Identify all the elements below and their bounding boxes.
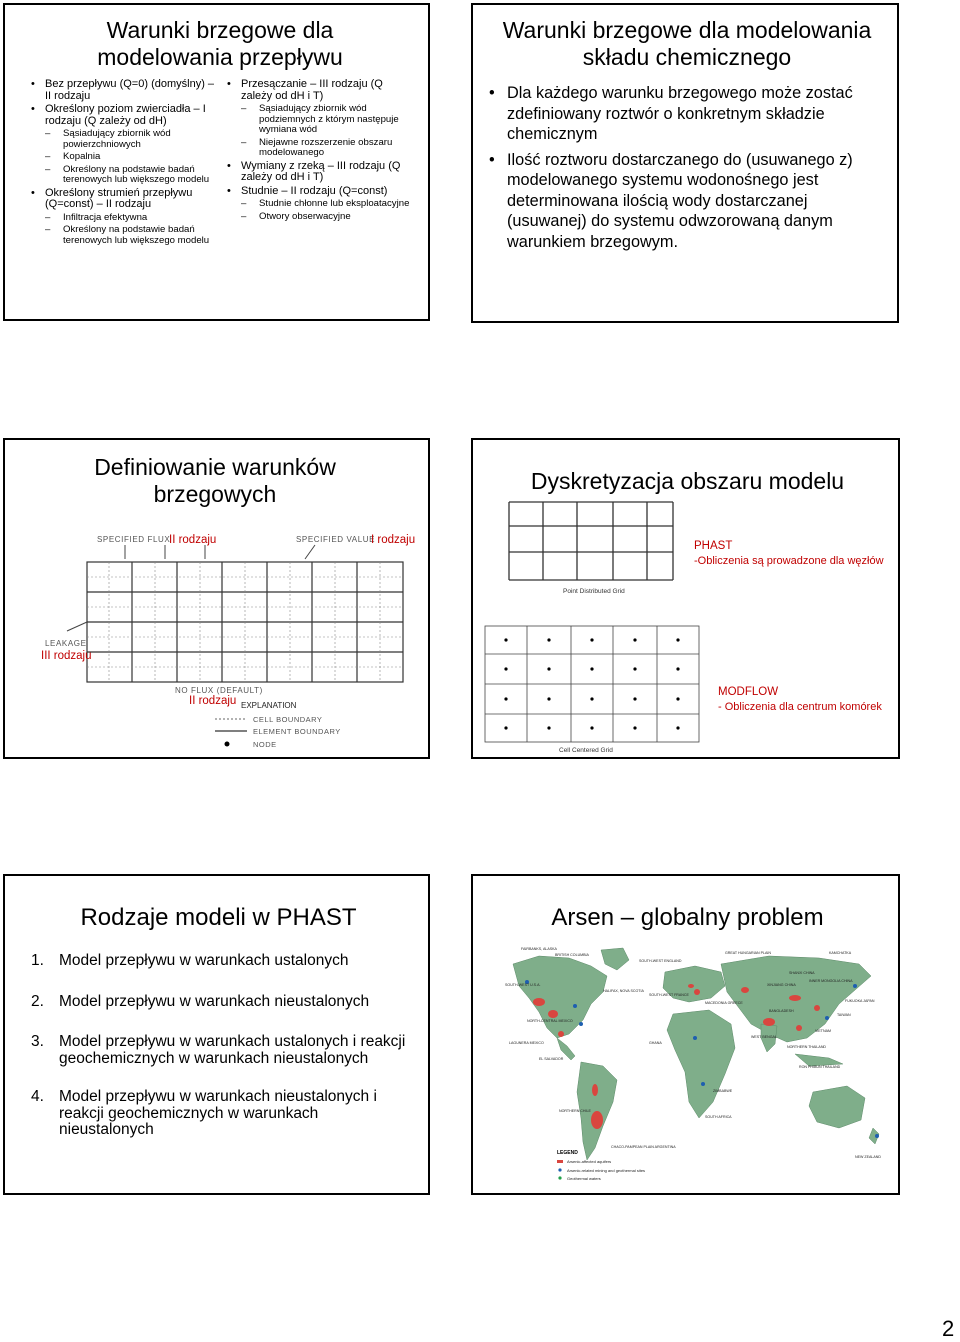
slide-boundary-conditions-flow (3, 3, 430, 321)
sub-bullet-item: – Określony na podstawie badań terenowych lub większego modelu (31, 225, 219, 246)
legend-title: LEGEND (557, 1150, 578, 1156)
leakage-label: LEAKAGE (45, 639, 87, 648)
numbered-list (31, 953, 416, 1139)
legend-item-3: Geothermal waters (567, 1176, 601, 1181)
map-label: SOUTH-WEST FRANCE (649, 993, 689, 997)
map-label: NORTHERN CHILE (559, 1109, 591, 1113)
slide-title: Dyskretyzacja obszaru modelu (530, 468, 845, 494)
slide-boundary-conditions-chemistry (471, 3, 899, 323)
map-label: NORTHERN THAILAND (787, 1045, 827, 1049)
no-flux-type-label: II rodzaju (189, 695, 237, 707)
map-label: SOUTH-WEST ENGLAND (639, 959, 682, 963)
flux-type-label: II rodzaju (169, 534, 217, 546)
map-label: NEW ZEALAND (855, 1155, 881, 1159)
map-label: XINJIANG CHINA (767, 983, 796, 987)
cell-centered-grid (483, 624, 703, 756)
bullet-item: • Ilość roztworu dostarczanego do (usuwanego z) modelowanego systemu wodonośnego jest determinowana ilością wody dostarczanej (usuwanej) do systemu odwzorowaną danym warunkiem brzegowym. (485, 150, 885, 253)
slide-title: Warunki brzegowe dla modelowania składu chemicznego (502, 17, 872, 70)
slide-defining-boundaries (3, 438, 430, 759)
bullet-item: • Dla każdego warunku brzegowego może zostać zdefiniowany roztwór o konkretnym składzie chemicznym (485, 83, 885, 145)
node-swatch (225, 742, 230, 747)
map-label: TAIWAN (837, 1013, 851, 1017)
modflow-title: MODFLOW (718, 686, 779, 698)
map-label: SOUTH AFRICA (705, 1115, 732, 1119)
map-label: GREAT HUNGARIAN PLAIN (725, 951, 771, 955)
map-label: SOUTH-WEST U.S.A. (505, 983, 541, 987)
map-label: BRITISH COLUMBIA (555, 953, 589, 957)
bullet-item: • Określony poziom zwierciadła – I rodzaju (Q zależy od dH) (31, 104, 219, 127)
map-label: ZIMBABWE (713, 1089, 733, 1093)
map-label: WEST BENGAL (751, 1035, 777, 1039)
sub-bullet-item: – Infiltracja efektywna (31, 213, 219, 224)
map-label: RON PHIBUN THAILAND (799, 1065, 841, 1069)
map-label: GHANA (649, 1041, 662, 1045)
sub-bullet-item: – Kopalnia (31, 152, 219, 163)
element-boundary-label: ELEMENT BOUNDARY (253, 727, 341, 736)
node-label: NODE (253, 740, 277, 749)
item-text: Model przepływu w warunkach nieustalonych i reakcji geochemicznych w warunkach nieustalonych (59, 1088, 377, 1138)
map-label: LAGUNERA MEXICO (509, 1041, 544, 1045)
grid2-caption: Cell Centered Grid (559, 747, 613, 754)
map-label: VIETNAM (815, 1029, 831, 1033)
australia (809, 1086, 865, 1128)
bullet-list-right (227, 77, 415, 222)
explanation-label: EXPLANATION (241, 701, 297, 710)
cell-boundary-label: CELL BOUNDARY (253, 715, 323, 724)
sub-bullet-item: – Studnie chłonne lub eksploatacyjne (227, 199, 415, 210)
sub-bullet-item: – Otwory obserwacyjne (227, 212, 415, 223)
item-number: 3. (31, 1033, 44, 1050)
flux-arrows (125, 545, 315, 559)
map-label: NORTH-CENTRAL MEXICO (527, 1019, 573, 1023)
item-number: 2. (31, 992, 44, 1010)
leakage-type-label: III rodzaju (41, 650, 92, 662)
leakage-arrow (67, 622, 87, 631)
slide-title: Arsen – globalny problem (551, 904, 824, 931)
slide-discretization (471, 438, 900, 759)
item-text: Model przepływu w warunkach ustalonych (59, 952, 349, 969)
boundary-diagram (5, 526, 430, 758)
map-label: EL SALVADOR (539, 1057, 564, 1061)
bullet-item: • Przesączanie – III rodzaju (Q zależy od dH i T) (227, 79, 415, 102)
map-label: MACEDONIA GREECE (705, 1001, 743, 1005)
map-label: CHACO-PAMPEAN PLAIN ARGENTINA (611, 1145, 676, 1149)
phast-title: PHAST (694, 540, 733, 552)
bullet-item: • Studnie – II rodzaju (Q=const) (227, 186, 415, 198)
numbered-item (31, 1034, 416, 1067)
arsenic-world-map (499, 942, 883, 1192)
slide-arsenic-global (471, 874, 900, 1195)
map-label: BANGLADESH (769, 1009, 794, 1013)
item-number: 1. (31, 952, 44, 969)
specified-value-label: SPECIFIED VALUE (296, 535, 376, 544)
item-text: Model przepływu w warunkach nieustalonych (59, 992, 370, 1010)
legend-swatch-arsenic (557, 1160, 563, 1163)
bullet-item: • Bez przepływu (Q=0) (domyślny) – II rodzaju (31, 79, 219, 102)
map-label: FUKUOKA JAPAN (845, 999, 875, 1003)
no-flux-label: NO FLUX (DEFAULT) (175, 686, 263, 695)
specified-flux-label: SPECIFIED FLUX (97, 535, 171, 544)
phast-desc: -Obliczenia są prowadzone dla węzłów (694, 555, 884, 567)
legend-item-1: Arsenic-affected aquifers (567, 1159, 612, 1164)
slide-title: Warunki brzegowe dla modelowania przepływu (97, 17, 343, 70)
slide-title: Rodzaje modeli w PHAST (80, 904, 357, 931)
slide-phast-model-types (3, 874, 430, 1195)
slide-title: Definiowanie warunków brzegowych (94, 454, 336, 507)
bullet-item: • Wymiany z rzeką – III rodzaju (Q zależy od dH i T) (227, 161, 415, 184)
legend-item-2: Arsenic-related mining and geothermal sites (567, 1168, 646, 1173)
bullet-item: • Określony strumień przepływu (Q=const) – II rodzaju (31, 188, 219, 211)
map-label: FAIRBANKS, ALASKA (521, 947, 557, 951)
item-text: Model przepływu w warunkach ustalonych i reakcji geochemicznych w warunkach nieustalonych (59, 1033, 406, 1067)
map-label: KAMCHATKA (829, 951, 852, 955)
bullet-list (485, 83, 885, 257)
legend-swatch-mining (558, 1168, 561, 1171)
sub-bullet-item: – Sąsiadujący zbiornik wód podziemnych z którym następuje wymiana wód (227, 104, 415, 136)
sub-bullet-item: – Niejawne rozszerzenie obszaru modelowanego (227, 138, 415, 159)
map-label: SHANXI CHINA (789, 971, 815, 975)
value-type-label: I rodzaju (371, 534, 416, 546)
page-number: 2 (942, 1316, 955, 1341)
numbered-item (31, 994, 416, 1011)
point-distributed-grid (503, 496, 679, 596)
map-label: HALIFAX, NOVA SCOTIA (603, 989, 644, 993)
modflow-desc: - Obliczenia dla centrum komórek (718, 701, 882, 713)
sub-bullet-item: – Określony na podstawie badań terenowych lub większego modelu (31, 165, 219, 186)
bullet-list-left (31, 77, 219, 246)
grid1-caption: Point Distributed Grid (563, 588, 625, 595)
numbered-item (31, 953, 416, 970)
legend-swatch-geothermal (558, 1176, 561, 1179)
numbered-item (31, 1089, 416, 1139)
map-label: INNER MONGOLIA CHINA (809, 979, 853, 983)
sub-bullet-item: – Sąsiadujący zbiornik wód powierzchniowych (31, 129, 219, 150)
item-number: 4. (31, 1088, 44, 1105)
